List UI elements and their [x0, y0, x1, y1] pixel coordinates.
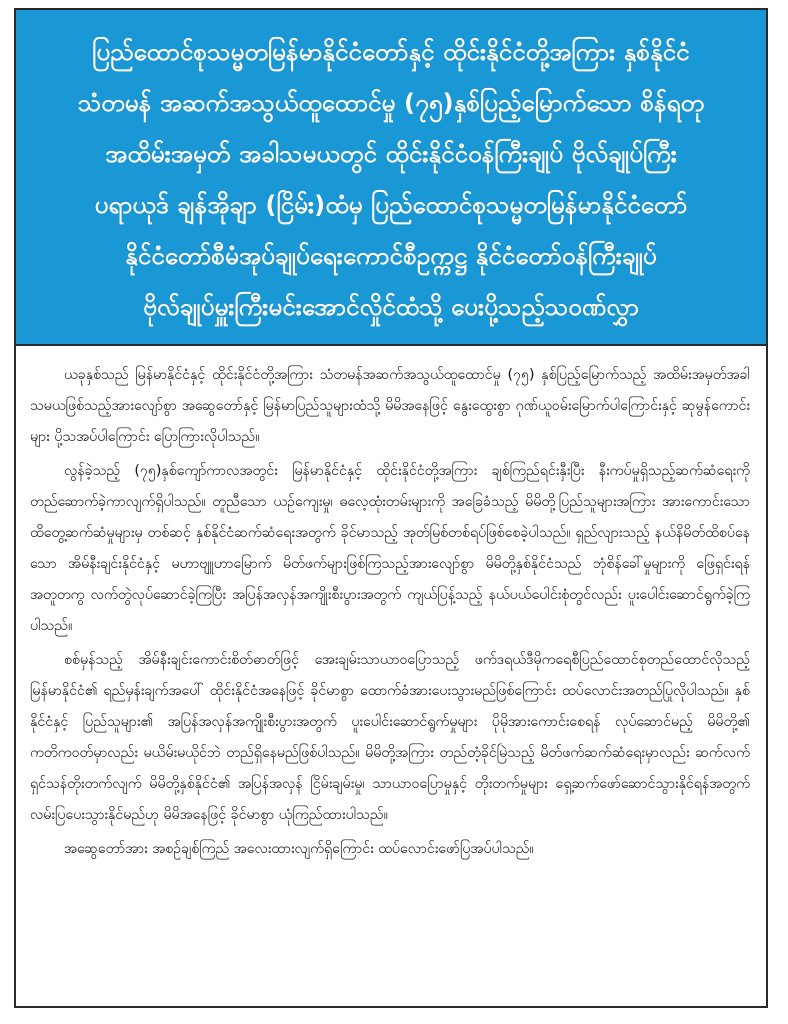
headline-line-1: ပြည်ထောင်စုသမ္မတမြန်မာနိုင်ငံတော်နှင့် ထိုင်းနိုင်ငံတို့အကြား နှစ်နိုင်ငံ — [92, 37, 690, 66]
letter-body — [16, 346, 766, 1006]
headline-line-2: သံတမန် အဆက်အသွယ်ထူထောင်မှု (၇၅)နှစ်ပြည့်မြောက်သော စိန်ရတု — [77, 88, 705, 117]
body-paragraph-4: အဆွေတော်အား အစဉ်ချစ်ကြည် အလေးထားလျက်ရှိကြောင်း ထပ်လောင်းဖော်ပြအပ်ပါသည်။ — [64, 841, 534, 857]
headline-box — [16, 10, 766, 346]
headline-line-3: အထိမ်းအမှတ် အခါသမယတွင် ထိုင်းနိုင်ငံဝန်ကြီးချုပ် ဗိုလ်ချုပ်ကြီး — [105, 139, 677, 168]
body-paragraph-3: စစ်မှန်သည့် အိမ်နီးချင်းကောင်းစိတ်ဓာတ်ဖြင့် အေးချမ်းသာယာဝပြောသည့် ဖက်ဒရယ်ဒီမိုကရေစီပြည်ထောင်စုတည်ထောင်လိုသည့် မြန်မာနိုင်ငံ၏ ရည်မှန်းချက်အပေါ် ထိုင်းနိုင်ငံအနေဖြင့် ခိုင်မာစွာ ထောက်ခံအားပေးသွားမည်ဖြစ်ကြောင်း ထပ်လောင်းအတည်ပြုလိုပါသည်။ နှစ်နိုင်ငံနှင့် ပြည်သူများ၏ အပြန်အလှန်အကျိုးစီးပွားအတွက် ပူးပေါင်းဆောင်ရွက်မှုများ ပိုမိုအားကောင်းစေရန် လုပ်ဆောင်မည့် မိမိတို့၏ ကတိကဝတ်မှာလည်း မယိမ်းမယိုင်ဘဲ တည်ရှိနေမည်ဖြစ်ပါသည်။ မိမိတို့အကြား တည်တံ့ခိုင်မြဲသည့် မိတ်ဖက်ဆက်ဆံရေးမှာလည်း ဆက်လက်ရှင်သန်တိုးတက်လျက် မိမိတို့နှစ်နိုင်ငံ၏ အပြန်အလှန် ငြိမ်းချမ်းမှု၊ သာယာဝပြောမှုနှင့် တိုးတက်မှုများ ရှေ့ဆက်ဖော်ဆောင်သွားနိုင်ရန်အတွက် လမ်းပြပေးသွားနိုင်မည်ဟု မိမိအနေဖြင့် ခိုင်မာစွာ ယုံကြည်ထားပါသည်။ — [30, 652, 750, 823]
headline-line-6: ဗိုလ်ချုပ်မှူးကြီးမင်းအောင်လှိုင်ထံသို့ ပေးပို့သည့်သဝဏ်လွှာ — [143, 292, 639, 321]
body-paragraph-1: ယခုနှစ်သည် မြန်မာနိုင်ငံနှင့် ထိုင်းနိုင်ငံတို့အကြား သံတမန်အဆက်အသွယ်ထူထောင်မှု (၇၅) နှစ်ပြည့်မြောက်သည့် အထိမ်းအမှတ်အခါသမယဖြစ်သည့်အားလျော်စွာ အဆွေတော်နှင့် မြန်မာပြည်သူများထံသို့ မိမိအနေဖြင့် နွေးထွေးစွာ ဂုဏ်ယူဝမ်းမြောက်ပါကြောင်းနှင့် ဆုမွန်ကောင်းများ ပို့သအပ်ပါကြောင်း ပြောကြားလိုပါသည်။ — [30, 367, 750, 445]
letter-frame — [14, 8, 768, 1008]
headline-line-4: ပရာယုဒ် ချန်အိုချာ (ငြိမ်း)ထံမှ ပြည်ထောင်စုသမ္မတမြန်မာနိုင်ငံတော် — [94, 190, 688, 219]
headline-line-5: နိုင်ငံတော်စီမံအုပ်ချုပ်ရေးကောင်စီဥက္ကဋ္ဌ နိုင်ငံတော်ဝန်ကြီးချုပ် — [125, 241, 657, 270]
body-paragraph-2: လွန်ခဲ့သည့် (၇၅)နှစ်ကျော်ကာလအတွင်း မြန်မာနိုင်ငံနှင့် ထိုင်းနိုင်ငံတို့အကြား ချစ်ကြည်ရင်းနှီးပြီး နီးကပ်မှုရှိသည့်ဆက်ဆံရေးကို တည်ဆောက်ခဲ့ကာလျက်ရှိပါသည်။ တူညီသော ယဉ်ကျေးမှု၊ ဓလေ့ထုံးတမ်းများကို အခြေခံသည့် မိမိတို့ပြည်သူများအကြား အားကောင်းသော ထိတွေ့ဆက်ဆံမှုများမှ တစ်ဆင့် နှစ်နိုင်ငံဆက်ဆံရေးအတွက် ခိုင်မာသည့် အုတ်မြစ်တစ်ရပ်ဖြစ်စေခဲ့ပါသည်။ ရှည်လျားသည့် နယ်နိမိတ်ထိစပ်နေသော အိမ်နီးချင်းနိုင်ငံနှင့် မဟာဗျူဟာမြောက် မိတ်ဖက်များဖြစ်ကြသည့်အားလျော်စွာ မိမိတို့နှစ်နိုင်ငံသည် ဘုံစိန်ခေါ်မှုများကို ဖြေရှင်းရန် အတူတကွ လက်တွဲလုပ်ဆောင်ခဲ့ကြပြီး အပြန်အလှန်အကျိုးစီးပွားအတွက် ကျယ်ပြန့်သည့် နယ်ပယ်ပေါင်းစုံတွင်လည်း ပူးပေါင်းဆောင်ရွက်ခဲ့ကြပါသည်။ — [30, 463, 750, 634]
